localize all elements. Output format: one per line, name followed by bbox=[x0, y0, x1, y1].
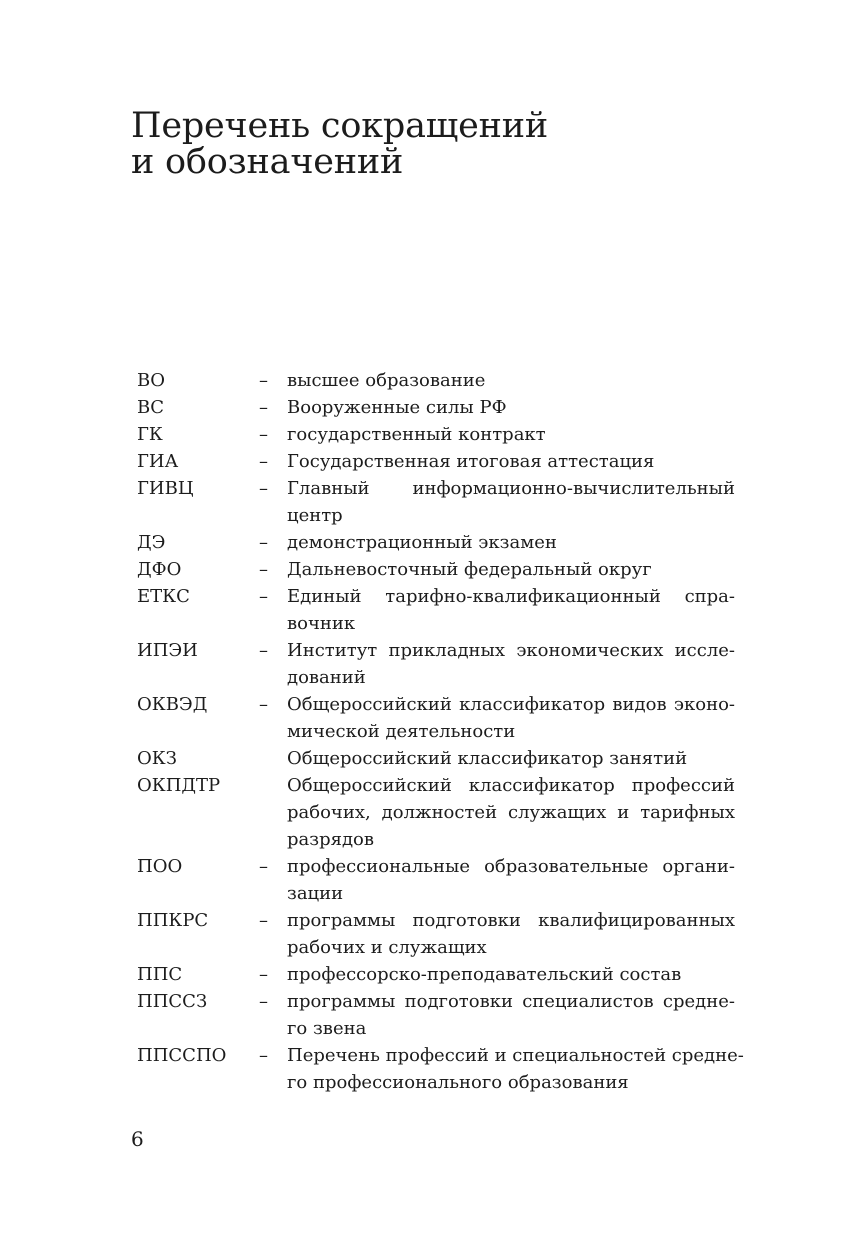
abbreviation-definition bbox=[287, 529, 735, 556]
definition-line: Перечень профессий и специальностей средне- bbox=[287, 1045, 744, 1066]
abbreviation-definition bbox=[287, 1042, 744, 1096]
definition-line: Государственная итоговая аттестация bbox=[287, 451, 655, 472]
abbreviation-entry bbox=[137, 907, 735, 961]
abbreviation-dash: – bbox=[259, 478, 268, 499]
definition-line: рабочих и служащих bbox=[287, 937, 487, 958]
abbreviation-dash: – bbox=[259, 1045, 268, 1066]
abbreviation-dash: – bbox=[259, 910, 268, 931]
abbreviation-term: ДФО bbox=[137, 559, 182, 580]
definition-line: демонстрационный экзамен bbox=[287, 532, 557, 553]
abbreviation-entry bbox=[137, 691, 735, 745]
abbreviation-term: ВО bbox=[137, 370, 165, 391]
abbreviation-definition bbox=[287, 637, 735, 691]
definition-line: профессиональные образовательные органи- bbox=[287, 856, 735, 877]
abbreviation-dash: – bbox=[259, 640, 268, 661]
abbreviation-entry bbox=[137, 988, 735, 1042]
definition-line: Общероссийский классификатор видов эконо- bbox=[287, 694, 735, 715]
abbreviation-term: ОКВЭД bbox=[137, 694, 208, 715]
abbreviation-entry bbox=[137, 853, 735, 907]
abbreviation-dash: – bbox=[259, 694, 268, 715]
abbreviation-dash: – bbox=[259, 451, 268, 472]
abbreviation-term: ППССЗ bbox=[137, 991, 208, 1012]
abbreviation-entry bbox=[137, 529, 735, 556]
abbreviation-definition bbox=[287, 556, 735, 583]
abbreviation-list bbox=[137, 367, 744, 1096]
abbreviation-definition bbox=[287, 367, 735, 394]
definition-line: Институт прикладных экономических иссле- bbox=[287, 640, 735, 661]
definition-line: высшее образование bbox=[287, 370, 486, 391]
abbreviation-dash: – bbox=[259, 370, 268, 391]
abbreviation-entry bbox=[137, 421, 735, 448]
definition-line: программы подготовки специалистов средне- bbox=[287, 991, 735, 1012]
definition-line: мической деятельности bbox=[287, 721, 516, 742]
definition-line: разрядов bbox=[287, 829, 375, 850]
page-title-line-2: и обозначений bbox=[131, 142, 404, 182]
abbreviation-definition bbox=[287, 691, 735, 745]
abbreviation-entry bbox=[137, 583, 735, 637]
definition-line: рабочих, должностей служащих и тарифных bbox=[287, 802, 735, 823]
abbreviation-definition bbox=[287, 907, 735, 961]
abbreviation-dash: – bbox=[259, 856, 268, 877]
definition-line: центр bbox=[287, 505, 343, 526]
abbreviation-dash: – bbox=[259, 964, 268, 985]
abbreviation-entry bbox=[137, 637, 735, 691]
abbreviation-dash bbox=[259, 772, 287, 853]
abbreviation-entry bbox=[137, 475, 735, 529]
abbreviation-entry bbox=[137, 367, 735, 394]
abbreviation-term: ППС bbox=[137, 964, 183, 985]
definition-line: Главный информационно-вычислительный bbox=[287, 478, 735, 499]
abbreviation-entry bbox=[137, 394, 735, 421]
definition-line: Единый тарифно-квалификационный спра- bbox=[287, 586, 735, 607]
abbreviation-definition bbox=[287, 475, 735, 529]
abbreviation-term: ОКЗ bbox=[137, 748, 177, 769]
abbreviation-entry bbox=[137, 745, 735, 772]
abbreviation-term: ГИВЦ bbox=[137, 478, 194, 499]
abbreviation-term: ГИА bbox=[137, 451, 179, 472]
abbreviation-definition bbox=[287, 394, 735, 421]
abbreviation-entry bbox=[137, 961, 735, 988]
abbreviation-definition bbox=[287, 448, 735, 475]
definition-line: вочник bbox=[287, 613, 356, 634]
abbreviation-term: ГК bbox=[137, 424, 163, 445]
definition-line: зации bbox=[287, 883, 344, 904]
page-title-line-1: Перечень сокращений bbox=[131, 106, 548, 146]
abbreviation-definition bbox=[287, 988, 735, 1042]
abbreviation-definition bbox=[287, 745, 735, 772]
definition-line: го профессионального образования bbox=[287, 1072, 629, 1093]
abbreviation-term: ППКРС bbox=[137, 910, 209, 931]
abbreviation-term: ЕТКС bbox=[137, 586, 190, 607]
definition-line: го звена bbox=[287, 1018, 367, 1039]
abbreviation-dash bbox=[259, 745, 287, 772]
abbreviation-definition bbox=[287, 853, 735, 907]
abbreviation-dash: – bbox=[259, 559, 268, 580]
abbreviation-dash: – bbox=[259, 991, 268, 1012]
abbreviation-dash: – bbox=[259, 424, 268, 445]
abbreviation-dash: – bbox=[259, 586, 268, 607]
abbreviation-dash: – bbox=[259, 532, 268, 553]
abbreviation-term: ППССПО bbox=[137, 1045, 227, 1066]
definition-line: Общероссийский классификатор занятий bbox=[287, 748, 688, 769]
abbreviation-term: ДЭ bbox=[137, 532, 166, 553]
definition-line: Вооруженные силы РФ bbox=[287, 397, 507, 418]
definition-line: Общероссийский классификатор профессий bbox=[287, 775, 735, 796]
abbreviation-term: ИПЭИ bbox=[137, 640, 198, 661]
definition-line: профессорско-преподавательский состав bbox=[287, 964, 682, 985]
page-number: 6 bbox=[131, 1127, 144, 1151]
definition-line: государственный контракт bbox=[287, 424, 546, 445]
abbreviation-definition bbox=[287, 421, 735, 448]
page-title bbox=[131, 108, 548, 180]
definition-line: дований bbox=[287, 667, 366, 688]
abbreviation-definition bbox=[287, 961, 735, 988]
abbreviation-definition bbox=[287, 583, 735, 637]
abbreviation-dash: – bbox=[259, 397, 268, 418]
definition-line: программы подготовки квалифицированных bbox=[287, 910, 735, 931]
abbreviation-term: ОКПДТР bbox=[137, 775, 221, 796]
abbreviation-definition bbox=[287, 772, 735, 853]
abbreviation-entry bbox=[137, 556, 735, 583]
abbreviation-term: ПОО bbox=[137, 856, 183, 877]
abbreviation-term: ВС bbox=[137, 397, 164, 418]
abbreviation-entry bbox=[137, 1042, 744, 1096]
abbreviation-entry bbox=[137, 772, 735, 853]
abbreviation-entry bbox=[137, 448, 735, 475]
definition-line: Дальневосточный федеральный округ bbox=[287, 559, 652, 580]
